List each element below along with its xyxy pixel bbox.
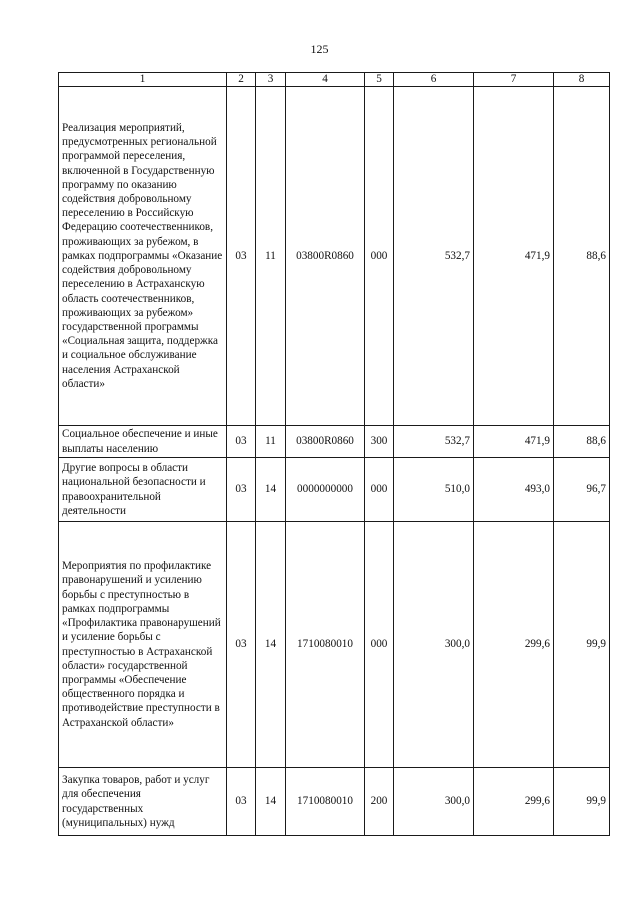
page-number: 125 [310, 42, 329, 56]
table-row [59, 426, 610, 458]
row-planned: 532,7 [394, 87, 474, 426]
row-subsection: 14 [256, 522, 286, 768]
row-target-item: 0000000000 [286, 458, 365, 522]
row-actual: 471,9 [474, 426, 554, 458]
row-section: 03 [227, 87, 256, 426]
row-section: 03 [227, 768, 256, 836]
row-description: Реализация мероприятий, предусмотренных региональной программой переселения, включенной в Государственную программу по оказанию содействия добровольному переселению в Российскую Федерацию соотечественников, проживающих за рубежом, в рамках подпрограммы «Оказание содействия добровольному переселению в Астраханскую область соотечественников, проживающих за рубежом» государственной программы «Социальная защита, поддержка и социальное обслуживание населения Астраханской области» [59, 87, 227, 426]
header-col-7: 7 [474, 73, 554, 87]
row-expense-type: 000 [365, 522, 394, 768]
row-expense-type: 000 [365, 458, 394, 522]
row-section: 03 [227, 426, 256, 458]
row-actual: 299,6 [474, 768, 554, 836]
row-subsection: 14 [256, 768, 286, 836]
header-col-4: 4 [286, 73, 365, 87]
row-planned: 532,7 [394, 426, 474, 458]
row-expense-type: 200 [365, 768, 394, 836]
header-col-1: 1 [59, 73, 227, 87]
row-target-item: 03800R0860 [286, 87, 365, 426]
row-percent: 96,7 [554, 458, 610, 522]
header-col-5: 5 [365, 73, 394, 87]
header-row [59, 73, 610, 87]
row-expense-type: 300 [365, 426, 394, 458]
row-target-item: 1710080010 [286, 768, 365, 836]
row-target-item: 03800R0860 [286, 426, 365, 458]
table-row [59, 768, 610, 836]
row-section: 03 [227, 458, 256, 522]
row-percent: 88,6 [554, 87, 610, 426]
row-actual: 299,6 [474, 522, 554, 768]
row-subsection: 11 [256, 87, 286, 426]
row-percent: 99,9 [554, 522, 610, 768]
row-actual: 471,9 [474, 87, 554, 426]
row-expense-type: 000 [365, 87, 394, 426]
row-target-item: 1710080010 [286, 522, 365, 768]
table-row [59, 458, 610, 522]
row-planned: 300,0 [394, 522, 474, 768]
row-planned: 300,0 [394, 768, 474, 836]
table-row [59, 522, 610, 768]
row-subsection: 11 [256, 426, 286, 458]
row-percent: 99,9 [554, 768, 610, 836]
budget-table [58, 72, 610, 836]
row-subsection: 14 [256, 458, 286, 522]
header-col-6: 6 [394, 73, 474, 87]
row-description: Мероприятия по профилактике правонарушений и усилению борьбы с преступностью в рамках подпрограммы «Профилактика правонарушений и усиление борьбы с преступностью в Астраханской области» государственной программы «Обеспечение общественного порядка и противодействие преступности в Астраханской области» [59, 522, 227, 768]
header-col-3: 3 [256, 73, 286, 87]
row-description: Закупка товаров, работ и услуг для обеспечения государственных (муниципальных) нужд [59, 768, 227, 836]
row-percent: 88,6 [554, 426, 610, 458]
row-description: Социальное обеспечение и иные выплаты населению [59, 426, 227, 458]
header-col-2: 2 [227, 73, 256, 87]
table-row [59, 87, 610, 426]
row-actual: 493,0 [474, 458, 554, 522]
header-col-8: 8 [554, 73, 610, 87]
row-section: 03 [227, 522, 256, 768]
row-description: Другие вопросы в области национальной безопасности и правоохранительной деятельности [59, 458, 227, 522]
row-planned: 510,0 [394, 458, 474, 522]
